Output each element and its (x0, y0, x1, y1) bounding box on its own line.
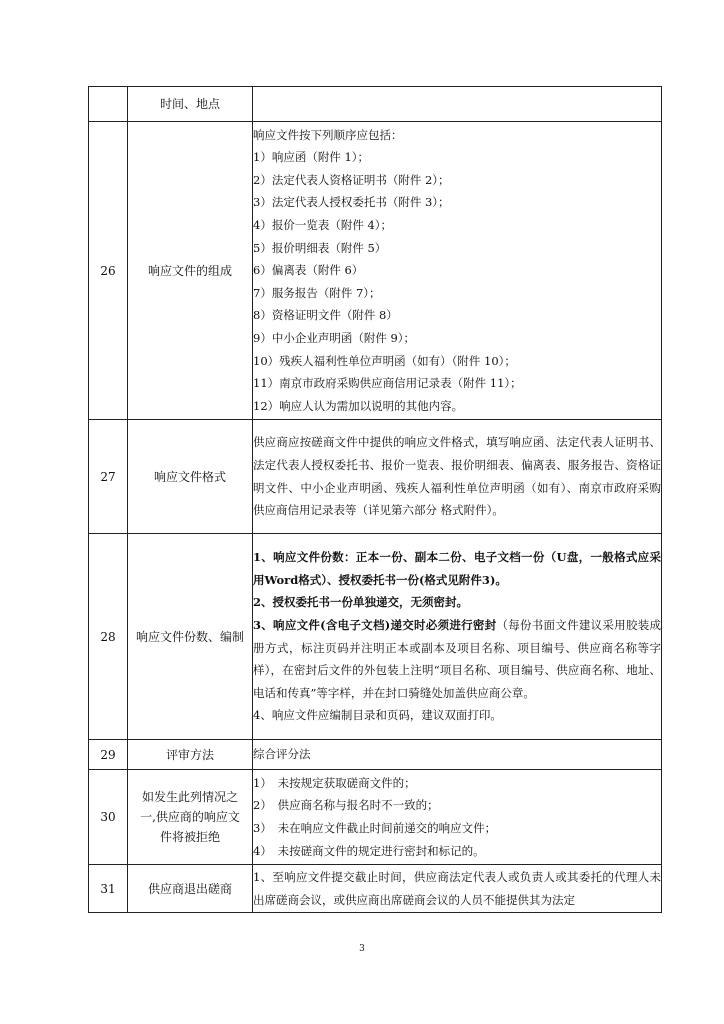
table-row (89, 87, 662, 122)
content-paragraph: 2、授权委托书一份单独递交，无须密封。 (253, 595, 468, 610)
row-number: 30 (89, 770, 128, 865)
row-number: 31 (89, 865, 128, 913)
row-content: 综合评分法 (253, 740, 662, 770)
table-row (89, 122, 662, 420)
row-content (253, 122, 662, 420)
table-row (89, 420, 662, 534)
paragraph-rest: （每份书面文件建议采用胶装成册方式，标注页码并注明正本或副本及项目名称、项目编号、供应商名称等字样），在密封后文件的外包装上注明“项目名称、项目编号、供应商名称、地址、电话和传真”等字样，并在封口骑缝处加盖供应商公章。 (253, 617, 661, 700)
row-item: 响应文件份数、编制 (128, 534, 253, 740)
row-item: 评审方法 (128, 740, 253, 770)
content-line: 4） 未按磋商文件的规定进行密封和标记的。 (253, 843, 485, 858)
content-paragraph (253, 614, 661, 704)
row-content (253, 420, 662, 534)
row-item: 供应商退出磋商 (128, 865, 253, 913)
content-paragraph: 1、至响应文件提交截止时间，供应商法定代表人或负责人或其委托的代理人未出席磋商会议，或供应商出席磋商会议的人员不能提供其为法定 (253, 869, 661, 907)
content-line: 3） 未在响应文件截止时间前递交的响应文件； (253, 821, 497, 835)
content-line: 12）响应人认为需加以说明的其他内容。 (253, 398, 464, 413)
row-number: 29 (89, 740, 128, 770)
content-line: 3）法定代表人授权委托书（附件 3）； (253, 195, 450, 210)
content-line: 5）报价明细表（附件 5） (253, 240, 387, 255)
table-row (89, 534, 662, 740)
row-item: 响应文件的组成 (128, 122, 253, 420)
row-number (89, 87, 128, 122)
content-line: 11）南京市政府采购供应商信用记录表（附件 11）； (253, 376, 522, 391)
content-line: 9）中小企业声明函（附件 9）； (253, 330, 416, 345)
page-number: 3 (359, 944, 365, 954)
row-number: 26 (89, 122, 128, 420)
content-paragraph: 1、响应文件份数：正本一份、副本二份、电子文档一份（U盘，一般格式应采用Word格式）、授权委托书一份(格式见附件3)。 (253, 550, 661, 587)
row-item: 响应文件格式 (128, 420, 253, 534)
content-line: 1） 未按规定获取磋商文件的； (253, 775, 416, 790)
row-content (253, 770, 662, 865)
bold-lead: 3、响应文件(含电子文档)递交时必须进行密封 (253, 617, 497, 632)
content-line: 6）偏离表（附件 6） (253, 263, 364, 278)
content-paragraph: 供应商应按磋商文件中提供的响应文件格式，填写响应函、法定代表人证明书、法定代表人授权委托书、报价一览表、报价明细表、偏离表、服务报告、资格证明文件、中小企业声明函、残疾人福利性单位声明函（如有）、南京市政府采购供应商信用记录表等（详见第六部分 格式附件）。 (253, 435, 661, 518)
requirements-table (88, 86, 662, 913)
content-line: 8）资格证明文件（附件 8） (253, 308, 398, 323)
content-line: 2） 供应商名称与报名时不一致的； (253, 798, 439, 813)
table-row (89, 740, 662, 770)
content-line: 4）报价一览表（附件 4）； (253, 218, 393, 233)
table-row (89, 770, 662, 865)
row-content (253, 87, 662, 122)
table-row (89, 865, 662, 913)
row-content (253, 865, 662, 913)
content-line: 10）残疾人福利性单位声明函（如有）（附件 10）； (253, 353, 516, 368)
row-number: 27 (89, 420, 128, 534)
row-content (253, 534, 662, 740)
content-line: 响应文件按下列顺序应包括： (253, 127, 403, 142)
content-line: 7）服务报告（附件 7）； (253, 285, 381, 300)
row-item: 如发生此列情况之一,供应商的响应文件将被拒绝 (128, 770, 253, 865)
content-paragraph: 4、响应文件应编制目录和页码，建议双面打印。 (253, 708, 502, 723)
content-line: 1）响应函（附件 1）； (253, 150, 370, 165)
content-line: 2）法定代表人资格证明书（附件 2）； (253, 172, 450, 187)
row-number: 28 (89, 534, 128, 740)
row-item: 时间、地点 (128, 87, 253, 122)
